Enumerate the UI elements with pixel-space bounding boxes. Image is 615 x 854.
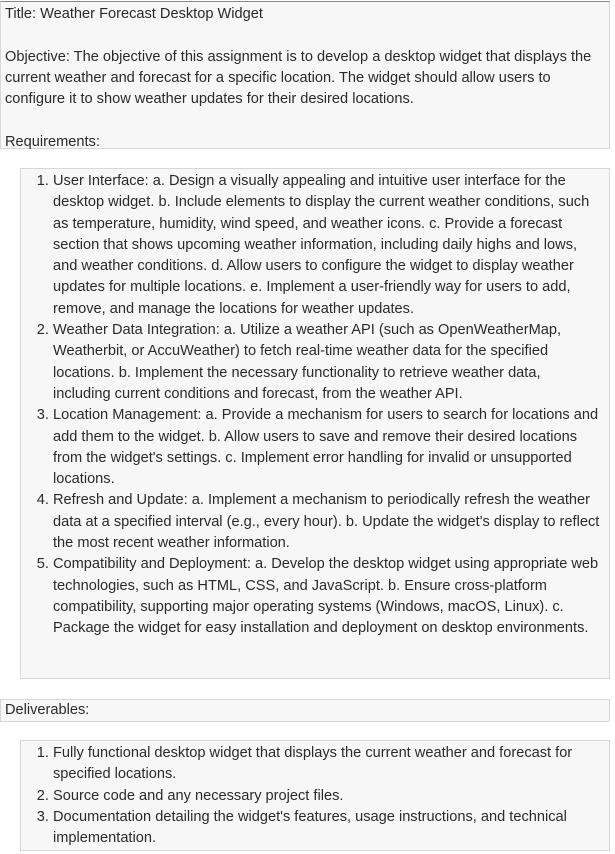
list-item: 4. Refresh and Update: a. Implement a mechanism to periodically refresh the weather data at a specified interval (e.g., every hour). b. Update the widget's display to reflect the most recent weather information.	[53, 490, 601, 554]
requirements-heading: Requirements:	[5, 133, 100, 150]
list-item: 5. Compatibility and Deployment: a. Develop the desktop widget using appropriate web technologies, such as HTML, CSS, and JavaScript. b. Ensure cross-platform compatibility, supporting major operating systems (Windows, macOS, Linux). c. Package the widget for easy installation and deployment on desktop environments.	[53, 554, 601, 639]
deliverables-heading-block	[0, 699, 610, 722]
deliverables-list-block	[20, 740, 610, 851]
requirements-list	[21, 171, 601, 640]
intro-block	[0, 1, 610, 149]
deliverables-heading: Deliverables:	[5, 702, 90, 718]
list-item: 2. Source code and any necessary project files.	[53, 786, 601, 807]
document-title: Title: Weather Forecast Desktop Widget	[5, 6, 263, 22]
list-item: 1. Fully functional desktop widget that displays the current weather and forecast for specified locations.	[53, 743, 601, 786]
list-item: 1. User Interface: a. Design a visually appealing and intuitive user interface for the desktop widget. b. Include elements to display the current weather conditions, such as temperature, humidity, wind speed, and weather icons. c. Provide a forecast section that shows upcoming weather information, including daily highs and lows, and weather conditions. d. Allow users to configure the widget to display weather updates for multiple locations. e. Implement a user-friendly way for users to add, remove, and manage the locations for weather updates.	[53, 171, 601, 320]
requirements-list-block	[20, 168, 610, 679]
list-item: 3. Documentation detailing the widget's features, usage instructions, and technical implementation.	[53, 807, 601, 850]
objective-text: Objective: The objective of this assignment is to develop a desktop widget that displays the current weather and forecast for a specific location. The widget should allow users to configure it to show weather updates for their desired locations.	[5, 48, 592, 108]
list-item: 2. Weather Data Integration: a. Utilize a weather API (such as OpenWeatherMap, Weatherbit, or AccuWeather) to fetch real-time weather data for the specified locations. b. Implement the necessary functionality to retrieve weather data, including current conditions and forecast, from the weather API.	[53, 320, 601, 405]
list-item: 3. Location Management: a. Provide a mechanism for users to search for locations and add them to the widget. b. Allow users to save and remove their desired locations from the widget's settings. c. Implement error handling for invalid or unsupported locations.	[53, 405, 601, 490]
deliverables-list	[21, 743, 601, 849]
